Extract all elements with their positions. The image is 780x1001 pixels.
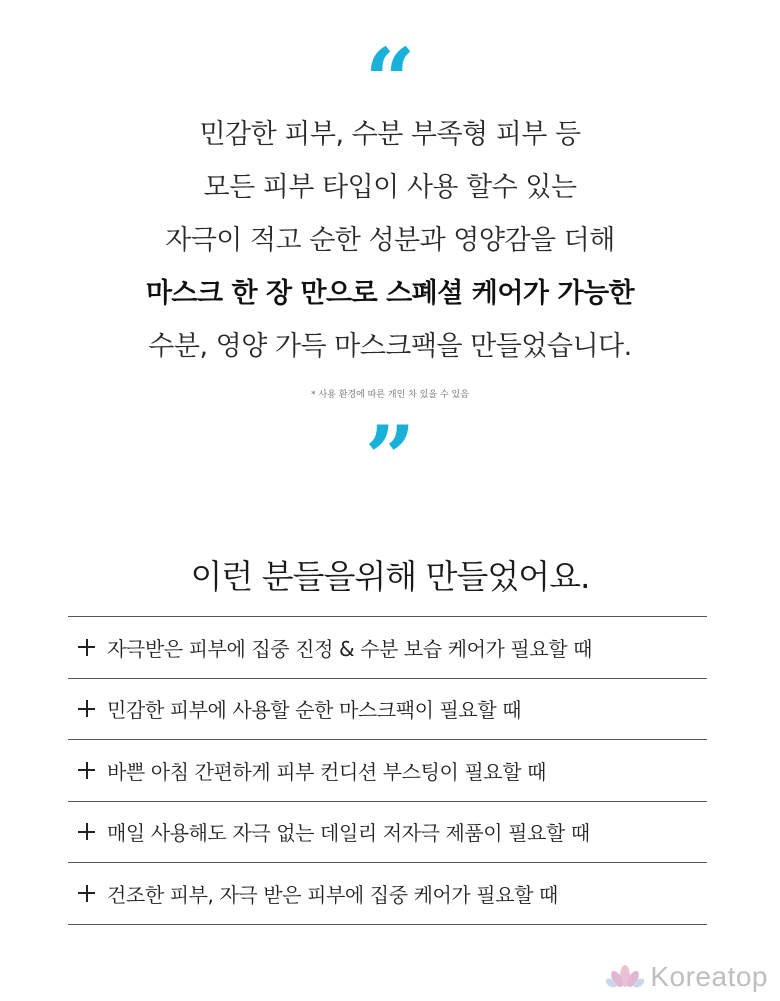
list-item [68, 802, 707, 864]
plus-icon [78, 885, 95, 902]
list-item [68, 679, 707, 741]
target-user-list [68, 616, 707, 925]
intro-line-1: 민감한 피부, 수분 부족형 피부 등 [199, 119, 581, 150]
list-item-text: 자극받은 피부에 집중 진정 & 수분 보습 케어가 필요할 때 [107, 636, 593, 661]
close-quote-mark: ” [364, 406, 416, 510]
koreatop-watermark [606, 961, 768, 993]
list-item [68, 740, 707, 802]
open-quote-mark: “ [364, 28, 416, 132]
intro-text-block [0, 108, 780, 373]
plus-icon [78, 823, 95, 840]
watermark-text: Koreatop [650, 961, 768, 992]
lotus-icon [606, 964, 644, 990]
list-item [68, 617, 707, 679]
disclaimer-footnote: * 사용 환경에 따른 개인 차 있을 수 있음 [311, 390, 469, 400]
list-item-text: 민감한 피부에 사용할 순한 마스크팩이 필요할 때 [107, 698, 522, 723]
plus-icon [78, 700, 95, 717]
plus-icon [78, 639, 95, 656]
list-item-text: 건조한 피부, 자극 받은 피부에 집중 케어가 필요할 때 [107, 882, 558, 907]
plus-icon [78, 762, 95, 779]
section-title: 이런 분들을위해 만들었어요. [190, 557, 590, 596]
intro-line-3: 자극이 적고 순한 성분과 영양감을 더해 [165, 225, 615, 256]
list-item-text: 매일 사용해도 자극 없는 데일리 저자극 제품이 필요할 때 [107, 821, 590, 846]
intro-line-5: 수분, 영양 가득 마스크팩을 만들었습니다. [148, 331, 632, 362]
intro-line-2: 모든 피부 타입이 사용 할수 있는 [203, 172, 577, 203]
list-item-text: 바쁜 아침 간편하게 피부 컨디션 부스팅이 필요할 때 [107, 759, 547, 784]
list-item [68, 863, 707, 925]
intro-line-4-highlight: 마스크 한 장 만으로 스폐셜 케어가 가능한 [145, 278, 635, 309]
